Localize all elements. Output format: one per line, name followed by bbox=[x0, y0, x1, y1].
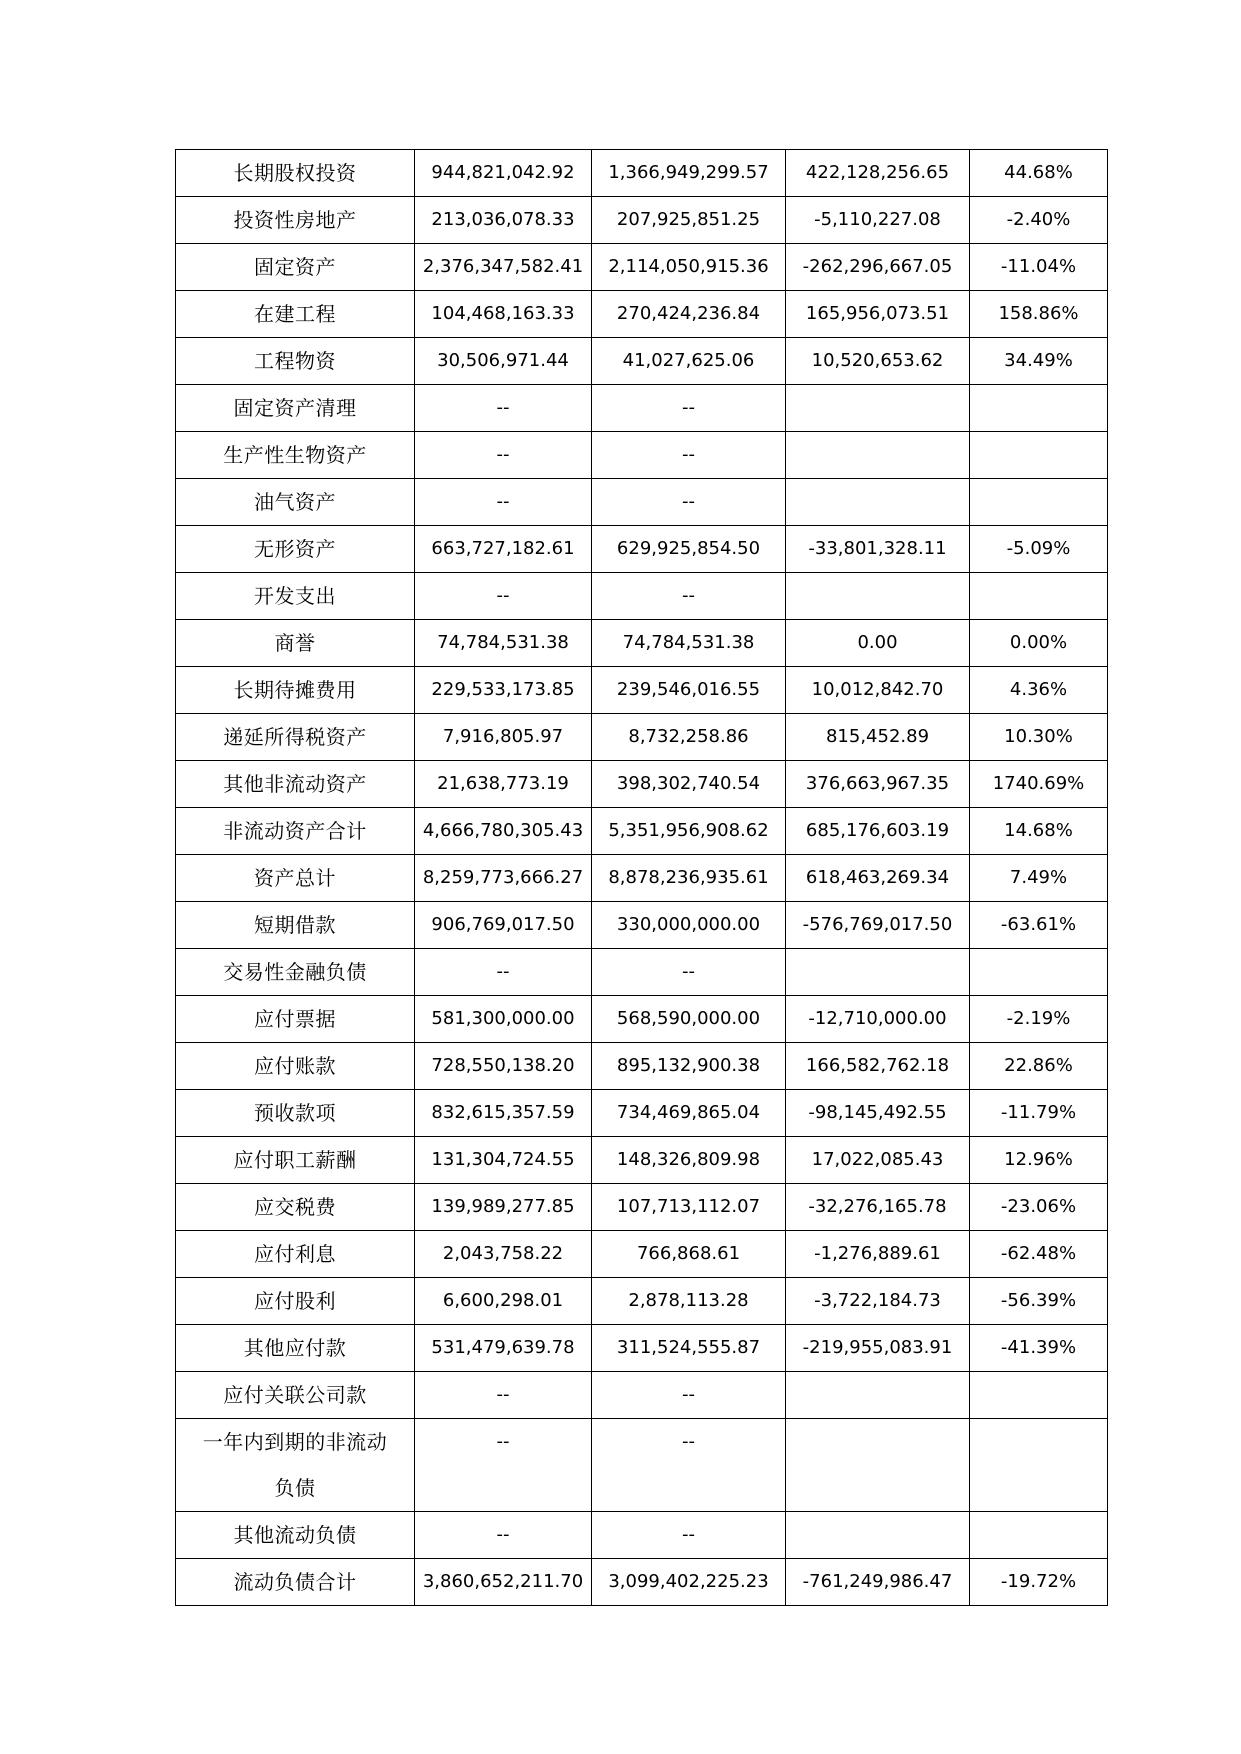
table-row bbox=[176, 479, 1108, 526]
change-cell: 815,452.89 bbox=[786, 714, 970, 761]
value-cell: -- bbox=[415, 573, 592, 620]
change-cell: 165,956,073.51 bbox=[786, 291, 970, 338]
table-row bbox=[176, 1137, 1108, 1184]
change-cell: 10,520,653.62 bbox=[786, 338, 970, 385]
value-cell: 207,925,851.25 bbox=[592, 197, 786, 244]
table-row bbox=[176, 949, 1108, 996]
value-cell: 229,533,173.85 bbox=[415, 667, 592, 714]
value-cell: 6,600,298.01 bbox=[415, 1278, 592, 1325]
value-cell: -- bbox=[592, 479, 786, 526]
change-cell: 422,128,256.65 bbox=[786, 150, 970, 197]
value-cell: -- bbox=[592, 432, 786, 479]
value-cell: 7,916,805.97 bbox=[415, 714, 592, 761]
row-label: 交易性金融负债 bbox=[176, 949, 415, 996]
table-row bbox=[176, 996, 1108, 1043]
percent-cell bbox=[970, 949, 1108, 996]
row-label: 生产性生物资产 bbox=[176, 432, 415, 479]
percent-cell bbox=[970, 1372, 1108, 1419]
table-row bbox=[176, 855, 1108, 902]
value-cell: -- bbox=[415, 479, 592, 526]
value-cell: 895,132,900.38 bbox=[592, 1043, 786, 1090]
change-cell bbox=[786, 1512, 970, 1559]
change-cell bbox=[786, 432, 970, 479]
value-cell: 944,821,042.92 bbox=[415, 150, 592, 197]
value-cell: 531,479,639.78 bbox=[415, 1325, 592, 1372]
change-cell: -33,801,328.11 bbox=[786, 526, 970, 573]
change-cell: 685,176,603.19 bbox=[786, 808, 970, 855]
value-cell: 8,732,258.86 bbox=[592, 714, 786, 761]
percent-cell: -56.39% bbox=[970, 1278, 1108, 1325]
value-cell: 629,925,854.50 bbox=[592, 526, 786, 573]
value-cell: 8,878,236,935.61 bbox=[592, 855, 786, 902]
value-cell: -- bbox=[592, 949, 786, 996]
change-cell: -219,955,083.91 bbox=[786, 1325, 970, 1372]
percent-cell bbox=[970, 432, 1108, 479]
percent-cell bbox=[970, 479, 1108, 526]
value-cell: 5,351,956,908.62 bbox=[592, 808, 786, 855]
value-cell: 906,769,017.50 bbox=[415, 902, 592, 949]
value-cell: 270,424,236.84 bbox=[592, 291, 786, 338]
table-row bbox=[176, 1512, 1108, 1559]
change-cell: 618,463,269.34 bbox=[786, 855, 970, 902]
row-label bbox=[176, 1419, 415, 1512]
change-cell: -3,722,184.73 bbox=[786, 1278, 970, 1325]
percent-cell: -2.19% bbox=[970, 996, 1108, 1043]
percent-cell: -41.39% bbox=[970, 1325, 1108, 1372]
row-label: 应付账款 bbox=[176, 1043, 415, 1090]
value-cell: 398,302,740.54 bbox=[592, 761, 786, 808]
table-row bbox=[176, 1559, 1108, 1606]
value-cell: 104,468,163.33 bbox=[415, 291, 592, 338]
percent-cell: 44.68% bbox=[970, 150, 1108, 197]
row-label: 长期股权投资 bbox=[176, 150, 415, 197]
value-cell: 74,784,531.38 bbox=[592, 620, 786, 667]
change-cell: -12,710,000.00 bbox=[786, 996, 970, 1043]
value-cell: -- bbox=[592, 1372, 786, 1419]
row-label-line: 一年内到期的非流动 bbox=[202, 1430, 388, 1454]
change-cell: -262,296,667.05 bbox=[786, 244, 970, 291]
change-cell: -32,276,165.78 bbox=[786, 1184, 970, 1231]
change-cell bbox=[786, 479, 970, 526]
table-row bbox=[176, 902, 1108, 949]
value-cell: -- bbox=[592, 1419, 786, 1512]
percent-cell: -63.61% bbox=[970, 902, 1108, 949]
table-row bbox=[176, 150, 1108, 197]
value-cell: 8,259,773,666.27 bbox=[415, 855, 592, 902]
percent-cell: 10.30% bbox=[970, 714, 1108, 761]
row-label: 其他应付款 bbox=[176, 1325, 415, 1372]
row-label: 递延所得税资产 bbox=[176, 714, 415, 761]
row-label: 其他流动负债 bbox=[176, 1512, 415, 1559]
value-cell: -- bbox=[415, 1372, 592, 1419]
change-cell: 166,582,762.18 bbox=[786, 1043, 970, 1090]
change-cell: -576,769,017.50 bbox=[786, 902, 970, 949]
row-label: 非流动资产合计 bbox=[176, 808, 415, 855]
row-label: 应付关联公司款 bbox=[176, 1372, 415, 1419]
table-row bbox=[176, 1419, 1108, 1512]
value-cell: 239,546,016.55 bbox=[592, 667, 786, 714]
table-row bbox=[176, 573, 1108, 620]
row-label: 其他非流动资产 bbox=[176, 761, 415, 808]
percent-cell: 7.49% bbox=[970, 855, 1108, 902]
row-label-line: 负债 bbox=[274, 1476, 316, 1500]
change-cell: -1,276,889.61 bbox=[786, 1231, 970, 1278]
change-cell bbox=[786, 385, 970, 432]
value-cell: 139,989,277.85 bbox=[415, 1184, 592, 1231]
percent-cell: 1740.69% bbox=[970, 761, 1108, 808]
table-row bbox=[176, 1325, 1108, 1372]
table-row bbox=[176, 808, 1108, 855]
table-row bbox=[176, 244, 1108, 291]
table-row bbox=[176, 1372, 1108, 1419]
table-row bbox=[176, 667, 1108, 714]
value-cell: 213,036,078.33 bbox=[415, 197, 592, 244]
row-label: 无形资产 bbox=[176, 526, 415, 573]
value-cell: -- bbox=[415, 1419, 592, 1512]
row-label: 预收款项 bbox=[176, 1090, 415, 1137]
value-cell: -- bbox=[415, 385, 592, 432]
value-cell: 734,469,865.04 bbox=[592, 1090, 786, 1137]
value-cell: -- bbox=[592, 1512, 786, 1559]
value-cell: 2,878,113.28 bbox=[592, 1278, 786, 1325]
percent-cell bbox=[970, 573, 1108, 620]
value-cell: 2,043,758.22 bbox=[415, 1231, 592, 1278]
table-row bbox=[176, 338, 1108, 385]
percent-cell: 158.86% bbox=[970, 291, 1108, 338]
row-label: 应付职工薪酬 bbox=[176, 1137, 415, 1184]
row-label: 在建工程 bbox=[176, 291, 415, 338]
value-cell: 766,868.61 bbox=[592, 1231, 786, 1278]
row-label: 开发支出 bbox=[176, 573, 415, 620]
row-label: 固定资产清理 bbox=[176, 385, 415, 432]
percent-cell: -2.40% bbox=[970, 197, 1108, 244]
value-cell: 74,784,531.38 bbox=[415, 620, 592, 667]
table-row bbox=[176, 1184, 1108, 1231]
value-cell: 131,304,724.55 bbox=[415, 1137, 592, 1184]
row-label: 应付股利 bbox=[176, 1278, 415, 1325]
value-cell: 330,000,000.00 bbox=[592, 902, 786, 949]
row-label: 固定资产 bbox=[176, 244, 415, 291]
value-cell: -- bbox=[415, 949, 592, 996]
value-cell: 568,590,000.00 bbox=[592, 996, 786, 1043]
change-cell: -761,249,986.47 bbox=[786, 1559, 970, 1606]
value-cell: 30,506,971.44 bbox=[415, 338, 592, 385]
value-cell: 2,114,050,915.36 bbox=[592, 244, 786, 291]
table-row bbox=[176, 526, 1108, 573]
value-cell: 3,099,402,225.23 bbox=[592, 1559, 786, 1606]
table-row bbox=[176, 761, 1108, 808]
row-label: 工程物资 bbox=[176, 338, 415, 385]
value-cell: 4,666,780,305.43 bbox=[415, 808, 592, 855]
table-row bbox=[176, 620, 1108, 667]
row-label: 长期待摊费用 bbox=[176, 667, 415, 714]
row-label: 流动负债合计 bbox=[176, 1559, 415, 1606]
value-cell: -- bbox=[415, 432, 592, 479]
row-label: 应付票据 bbox=[176, 996, 415, 1043]
row-label: 油气资产 bbox=[176, 479, 415, 526]
table-row bbox=[176, 385, 1108, 432]
change-cell bbox=[786, 1419, 970, 1512]
percent-cell: 34.49% bbox=[970, 338, 1108, 385]
row-label: 短期借款 bbox=[176, 902, 415, 949]
table-row bbox=[176, 197, 1108, 244]
row-label: 资产总计 bbox=[176, 855, 415, 902]
percent-cell: -11.79% bbox=[970, 1090, 1108, 1137]
value-cell: 41,027,625.06 bbox=[592, 338, 786, 385]
percent-cell: -23.06% bbox=[970, 1184, 1108, 1231]
percent-cell: -5.09% bbox=[970, 526, 1108, 573]
percent-cell bbox=[970, 1419, 1108, 1512]
percent-cell: 22.86% bbox=[970, 1043, 1108, 1090]
change-cell bbox=[786, 1372, 970, 1419]
change-cell bbox=[786, 573, 970, 620]
value-cell: 21,638,773.19 bbox=[415, 761, 592, 808]
value-cell: 832,615,357.59 bbox=[415, 1090, 592, 1137]
table-row bbox=[176, 432, 1108, 479]
change-cell: 376,663,967.35 bbox=[786, 761, 970, 808]
change-cell bbox=[786, 949, 970, 996]
table-row bbox=[176, 1090, 1108, 1137]
row-label: 应付利息 bbox=[176, 1231, 415, 1278]
change-cell: 0.00 bbox=[786, 620, 970, 667]
change-cell: -98,145,492.55 bbox=[786, 1090, 970, 1137]
value-cell: 663,727,182.61 bbox=[415, 526, 592, 573]
percent-cell: -62.48% bbox=[970, 1231, 1108, 1278]
value-cell: 728,550,138.20 bbox=[415, 1043, 592, 1090]
percent-cell: -11.04% bbox=[970, 244, 1108, 291]
table-row bbox=[176, 1278, 1108, 1325]
value-cell: -- bbox=[592, 385, 786, 432]
value-cell: 1,366,949,299.57 bbox=[592, 150, 786, 197]
value-cell: 2,376,347,582.41 bbox=[415, 244, 592, 291]
row-label: 投资性房地产 bbox=[176, 197, 415, 244]
percent-cell: 12.96% bbox=[970, 1137, 1108, 1184]
change-cell: 17,022,085.43 bbox=[786, 1137, 970, 1184]
balance-sheet-table bbox=[175, 149, 1108, 1606]
table-row bbox=[176, 1043, 1108, 1090]
value-cell: 3,860,652,211.70 bbox=[415, 1559, 592, 1606]
percent-cell bbox=[970, 1512, 1108, 1559]
percent-cell: -19.72% bbox=[970, 1559, 1108, 1606]
percent-cell: 0.00% bbox=[970, 620, 1108, 667]
value-cell: 581,300,000.00 bbox=[415, 996, 592, 1043]
change-cell: 10,012,842.70 bbox=[786, 667, 970, 714]
table-row bbox=[176, 714, 1108, 761]
change-cell: -5,110,227.08 bbox=[786, 197, 970, 244]
percent-cell bbox=[970, 385, 1108, 432]
percent-cell: 14.68% bbox=[970, 808, 1108, 855]
value-cell: -- bbox=[592, 573, 786, 620]
value-cell: 107,713,112.07 bbox=[592, 1184, 786, 1231]
value-cell: -- bbox=[415, 1512, 592, 1559]
percent-cell: 4.36% bbox=[970, 667, 1108, 714]
row-label: 商誉 bbox=[176, 620, 415, 667]
value-cell: 148,326,809.98 bbox=[592, 1137, 786, 1184]
table-row bbox=[176, 1231, 1108, 1278]
table-row bbox=[176, 291, 1108, 338]
row-label: 应交税费 bbox=[176, 1184, 415, 1231]
value-cell: 311,524,555.87 bbox=[592, 1325, 786, 1372]
